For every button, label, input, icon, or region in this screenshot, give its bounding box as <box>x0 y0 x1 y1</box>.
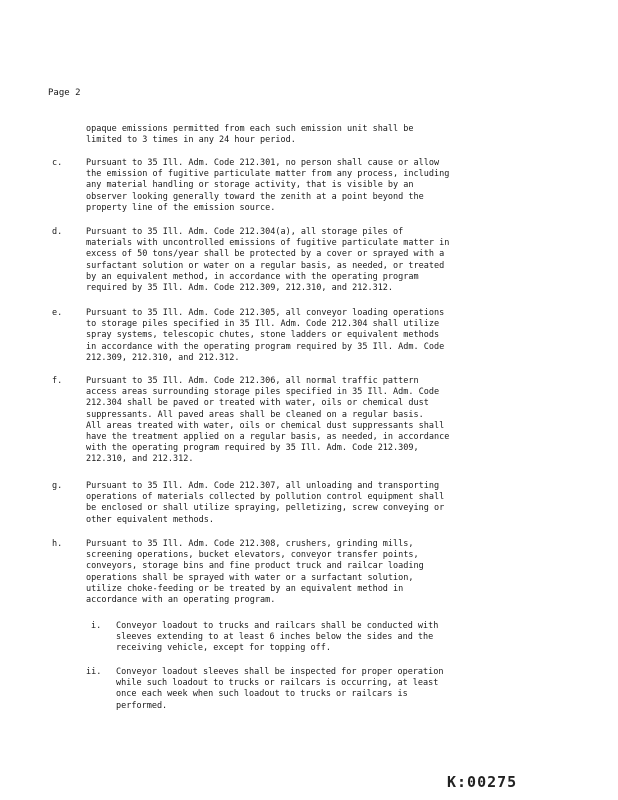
text-line: utilize choke-feeding or be treated by an equivalent method in <box>86 583 404 594</box>
text-line: operations shall be sprayed with water or a surfactant solution, <box>86 572 414 583</box>
text-line: have the treatment applied on a regular basis, as needed, in accordance <box>86 432 450 443</box>
text-line: All areas treated with water, oils or chemical dust suppressants shall <box>86 420 445 431</box>
paragraph-c <box>86 158 449 214</box>
subitem-label-i: i. <box>91 621 102 631</box>
text-line: sleeves extending to at least 6 inches below the sides and the <box>116 632 434 643</box>
text-line: spray systems, telescopic chutes, stone ladders or equivalent methods <box>86 330 440 341</box>
item-label-f: f. <box>52 376 63 386</box>
document-code-stamp: K:00275 <box>447 773 518 791</box>
text-line: Pursuant to 35 Ill. Adm. Code 212.301, no person shall cause or allow <box>86 158 440 168</box>
text-line: any material handling or storage activity, that is visible by an <box>86 180 414 191</box>
text-line: to storage piles specified in 35 Ill. Adm. Code 212.304 shall utilize <box>86 319 440 330</box>
text-line: accordance with an operating program. <box>86 595 276 606</box>
text-line: other equivalent methods. <box>86 514 214 525</box>
text-line: 212.309, 212.310, and 212.312. <box>86 352 240 363</box>
text-line: 212.304 shall be paved or treated with water, oils or chemical dust <box>86 398 429 409</box>
text-line: observer looking generally toward the zenith at a point beyond the <box>86 191 424 202</box>
text-line: screening operations, bucket elevators, conveyor transfer points, <box>86 550 419 561</box>
text-line: Pursuant to 35 Ill. Adm. Code 212.307, all unloading and transporting <box>86 481 440 491</box>
text-line: Pursuant to 35 Ill. Adm. Code 212.308, crushers, grinding mills, <box>86 539 414 549</box>
subitem-label-ii: ii. <box>86 667 102 677</box>
paragraph-h <box>86 539 424 606</box>
text-line: performed. <box>116 700 168 711</box>
text-line: property line of the emission source. <box>86 202 276 213</box>
text-line: Pursuant to 35 Ill. Adm. Code 212.305, all conveyor loading operations <box>86 308 445 318</box>
text-line: limited to 3 times in any 24 hour period. <box>86 135 296 146</box>
continuation-paragraph <box>86 124 414 146</box>
paragraph-g <box>86 481 444 526</box>
page-header: Page 2 <box>48 88 81 98</box>
item-label-e: e. <box>52 308 63 318</box>
text-line: with the operating program required by 35 Ill. Adm. Code 212.309, <box>86 443 419 454</box>
text-line: excess of 50 tons/year shall be protected by a cover or sprayed with a <box>86 249 445 260</box>
text-line: surfactant solution or water on a regular basis, as needed, or treated <box>86 260 445 271</box>
text-line: opaque emissions permitted from each such emission unit shall be <box>86 124 414 134</box>
text-line: Conveyor loadout to trucks and railcars shall be conducted with <box>116 621 439 631</box>
text-line: by an equivalent method, in accordance with the operating program <box>86 271 419 282</box>
text-line: be enclosed or shall utilize spraying, pelletizing, screw conveying or <box>86 503 445 514</box>
text-line: access areas surrounding storage piles specified in 35 Ill. Adm. Code <box>86 387 440 398</box>
text-line: in accordance with the operating program required by 35 Ill. Adm. Code <box>86 341 445 352</box>
text-line: while such loadout to trucks or railcars is occurring, at least <box>116 678 439 689</box>
paragraph-d <box>86 227 449 294</box>
text-line: required by 35 Ill. Adm. Code 212.309, 212.310, and 212.312. <box>86 283 394 294</box>
item-label-g: g. <box>52 481 63 491</box>
paragraph-e <box>86 308 444 364</box>
item-label-c: c. <box>52 158 63 168</box>
text-line: operations of materials collected by pollution control equipment shall <box>86 492 445 503</box>
text-line: the emission of fugitive particulate matter from any process, including <box>86 169 450 180</box>
text-line: 212.310, and 212.312. <box>86 454 194 465</box>
subparagraph-ii <box>116 667 444 712</box>
text-line: Conveyor loadout sleeves shall be inspected for proper operation <box>116 667 444 677</box>
text-line: Pursuant to 35 Ill. Adm. Code 212.306, all normal traffic pattern <box>86 376 419 386</box>
text-line: suppressants. All paved areas shall be cleaned on a regular basis. <box>86 409 424 420</box>
text-line: once each week when such loadout to trucks or railcars is <box>116 689 408 700</box>
subparagraph-i <box>116 621 438 655</box>
item-label-h: h. <box>52 539 63 549</box>
text-line: Pursuant to 35 Ill. Adm. Code 212.304(a), all storage piles of <box>86 227 404 237</box>
text-line: conveyors, storage bins and fine product truck and railcar loading <box>86 561 424 572</box>
paragraph-f <box>86 376 449 466</box>
item-label-d: d. <box>52 227 63 237</box>
text-line: materials with uncontrolled emissions of fugitive particulate matter in <box>86 238 450 249</box>
text-line: receiving vehicle, except for topping off. <box>116 643 331 654</box>
